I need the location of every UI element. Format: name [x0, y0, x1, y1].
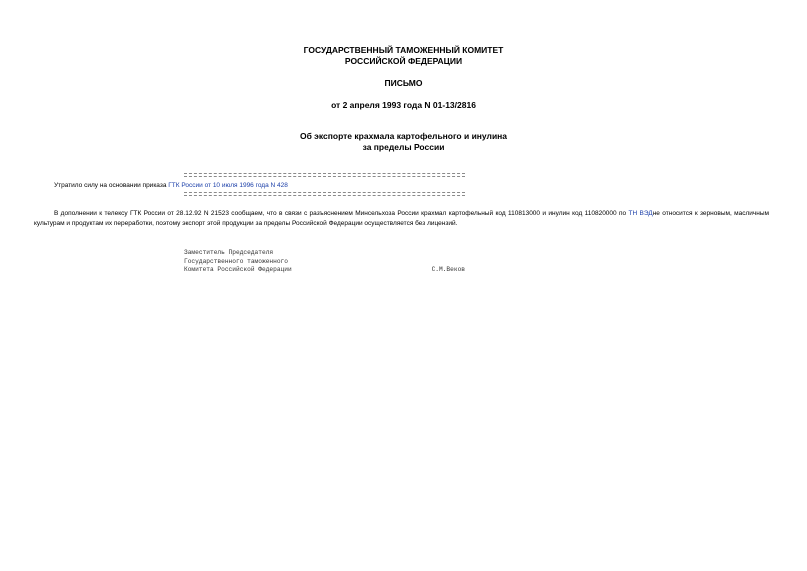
status-note	[54, 181, 288, 190]
signer-title-line-3: Комитета Российской Федерации	[184, 266, 292, 273]
signature-block	[184, 249, 465, 275]
document-type: ПИСЬМО	[384, 78, 423, 88]
signer-title-line-2: Государственного таможенного	[184, 257, 288, 265]
body-paragraph	[34, 209, 769, 229]
status-note-prefix: Утратило силу на основании приказа	[54, 182, 169, 189]
repeal-order-link[interactable]: ГТК России от 10 июля 1996 года N 428	[168, 182, 288, 189]
signer-row	[184, 266, 465, 275]
issuer-line-2: РОССИЙСКОЙ ФЕДЕРАЦИИ	[344, 56, 463, 66]
subject-line-2: за пределы России	[362, 142, 445, 152]
divider-bottom	[184, 192, 465, 196]
body-text-end: не относится к зерновым, масличным культурам и продуктам их переработки, поэтому экспорт этой продукции за пределы Российской Федерации осуществляется без лицензий.	[34, 210, 769, 227]
subject-line-1: Об экспорте крахмала картофельного и инулина	[299, 131, 508, 141]
issuer-line-1: ГОСУДАРСТВЕННЫЙ ТАМОЖЕННЫЙ КОМИТЕТ	[303, 45, 504, 55]
signer-name: С.М.Веков	[431, 266, 465, 273]
document-date-number: от 2 апреля 1993 года N 01-13/2816	[331, 100, 476, 110]
body-text-start: В дополнении к телексу ГТК России от 28.12.92 N 21523 сообщаем, что в связи с разъяснением Минсельхоза России крахмал картофельный код 110813000 и инулин код 110820000 по	[54, 210, 629, 217]
divider-top	[184, 173, 465, 177]
tn-ved-link[interactable]: ТН ВЭД	[628, 210, 653, 217]
signer-title-line-1: Заместитель Председателя	[184, 249, 274, 256]
